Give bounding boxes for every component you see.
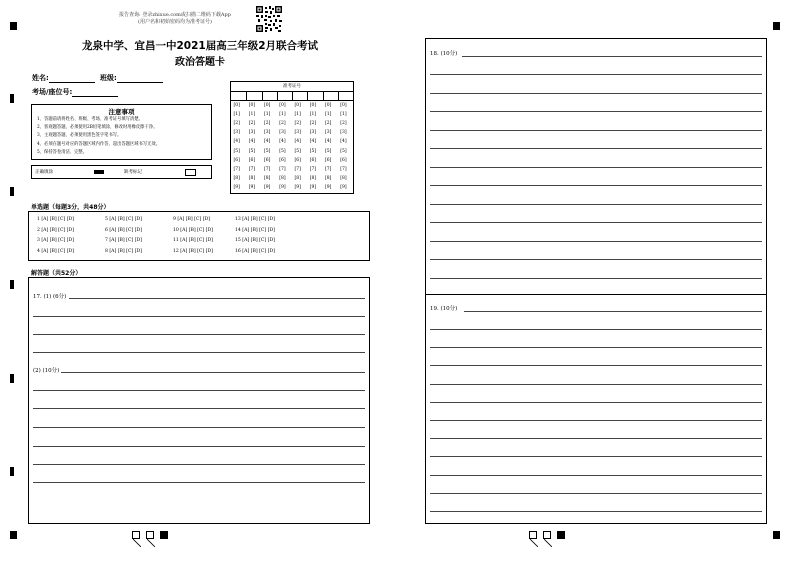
- exam-id-digit-bubble[interactable]: [9]: [279, 184, 286, 190]
- exam-id-digit-bubble[interactable]: [3]: [294, 130, 301, 136]
- question-19-label: 19. (10分): [430, 306, 458, 312]
- answer-line[interactable]: [430, 493, 762, 494]
- essay-section-label: 解答题（共52分）: [31, 270, 82, 277]
- timing-mark: [10, 280, 14, 289]
- mcq-question[interactable]: 7 [A] [B] [C] [D]: [105, 238, 142, 243]
- page-mark-icon: [132, 531, 140, 539]
- exam-id-digit-bubble[interactable]: [6]: [325, 157, 332, 163]
- question-17-2-label: (2) (10分): [33, 368, 60, 374]
- exam-id-digit-bubble[interactable]: [4]: [309, 139, 317, 145]
- exam-id-digit-bubble[interactable]: [7]: [309, 166, 317, 172]
- report-notice-line1: 报告查询: 登录zhixue.com或扫描二维码下载App: [119, 12, 231, 18]
- question-17-1-label: 17. (1) (6分): [33, 294, 67, 300]
- exam-id-digit-bubble[interactable]: [2]: [294, 121, 301, 127]
- name-field[interactable]: [32, 73, 95, 83]
- exam-id-digit-bubble[interactable]: [9]: [248, 184, 256, 190]
- notice-line: 5、保持答卷清洁、完整。: [37, 149, 87, 155]
- exam-id-digit-bubble[interactable]: [6]: [309, 157, 317, 163]
- essay-box-left: [28, 277, 370, 524]
- answer-line[interactable]: [462, 56, 762, 57]
- exam-id-digit-bubble[interactable]: [6]: [340, 157, 347, 163]
- exam-id-digit-bubble[interactable]: [9]: [309, 184, 317, 190]
- answer-line[interactable]: [430, 278, 762, 279]
- answer-line[interactable]: [33, 316, 365, 317]
- page-mark-icon: [529, 531, 537, 539]
- exam-id-column-divider: [323, 91, 324, 100]
- exam-id-digit-bubble[interactable]: [6]: [294, 157, 301, 163]
- exam-id-digit-bubble[interactable]: [5]: [309, 148, 317, 154]
- answer-line[interactable]: [430, 148, 762, 149]
- exam-id-digit-bubble[interactable]: [2]: [233, 121, 240, 127]
- exam-id-digit-bubble[interactable]: [9]: [294, 184, 301, 190]
- page-mark-filled: [557, 531, 565, 539]
- exam-id-digit-bubble[interactable]: [1]: [279, 112, 286, 118]
- exam-id-digit-bubble[interactable]: [8]: [340, 175, 347, 181]
- exam-id-digit-bubble[interactable]: [5]: [264, 148, 271, 154]
- exam-id-digit-bubble[interactable]: [1]: [264, 112, 271, 118]
- room-field[interactable]: [32, 87, 118, 97]
- exam-id-digit-bubble[interactable]: [0]: [294, 103, 301, 108]
- mcq-question[interactable]: 4 [A] [B] [C] [D]: [37, 248, 74, 254]
- exam-id-digit-bubble[interactable]: [5]: [294, 148, 301, 154]
- answer-line[interactable]: [69, 298, 365, 299]
- answer-line[interactable]: [430, 167, 762, 168]
- class-label: 班级:: [100, 74, 117, 82]
- mcq-question[interactable]: 10 [A] [B] [C] [D]: [173, 227, 213, 233]
- answer-line[interactable]: [430, 384, 762, 385]
- exam-id-digit-bubble[interactable]: [1]: [294, 112, 301, 118]
- exam-id-digit-bubble[interactable]: [8]: [264, 175, 271, 181]
- exam-id-digit-bubble[interactable]: [4]: [294, 139, 301, 145]
- answer-line[interactable]: [33, 446, 365, 447]
- notice-line: 2、客观题答题，必须使用2B铅笔填涂，修改时用橡皮擦干净。: [37, 125, 158, 131]
- timing-mark: [773, 531, 780, 539]
- answer-line[interactable]: [430, 93, 762, 94]
- exam-id-digit-bubble[interactable]: [9]: [264, 184, 271, 190]
- exam-id-digit-bubble[interactable]: [0]: [233, 103, 240, 108]
- exam-id-digit-bubble[interactable]: [8]: [309, 175, 317, 181]
- room-label: 考场/座位号:: [32, 88, 73, 96]
- exam-id-digit-bubble[interactable]: [1]: [248, 112, 256, 118]
- exam-id-digit-bubble[interactable]: [5]: [248, 148, 256, 154]
- exam-id-digit-bubble[interactable]: [6]: [279, 157, 286, 163]
- exam-id-digit-bubble[interactable]: [8]: [325, 175, 332, 181]
- notice-box: [31, 104, 212, 160]
- timing-mark: [10, 94, 14, 103]
- exam-id-digit-bubble[interactable]: [6]: [248, 157, 256, 163]
- answer-line[interactable]: [430, 185, 762, 186]
- exam-id-column-divider: [277, 91, 278, 100]
- fill-example-box: [31, 165, 212, 179]
- exam-id-digit-bubble[interactable]: [6]: [264, 157, 271, 163]
- exam-id-digit-bubble[interactable]: [0]: [340, 103, 347, 108]
- answer-line[interactable]: [430, 241, 762, 242]
- exam-id-digit-bubble[interactable]: [5]: [340, 148, 347, 154]
- answer-line[interactable]: [430, 420, 762, 421]
- answer-line[interactable]: [33, 482, 365, 483]
- exam-id-digit-bubble[interactable]: [8]: [248, 175, 256, 181]
- timing-mark: [10, 374, 14, 383]
- exam-id-column-divider: [246, 91, 247, 100]
- correct-fill-label: 正确填涂: [35, 170, 53, 175]
- exam-id-digit-bubble[interactable]: [0]: [279, 103, 286, 108]
- exam-id-digit-bubble[interactable]: [3]: [340, 130, 347, 136]
- exam-id-digit-bubble[interactable]: [6]: [233, 157, 240, 163]
- exam-id-digit-bubble[interactable]: [8]: [294, 175, 301, 181]
- exam-id-digit-bubble[interactable]: [7]: [233, 166, 240, 172]
- mcq-question[interactable]: 9 [A] [B] [C] [D]: [173, 217, 210, 222]
- exam-id-digit-bubble[interactable]: [7]: [248, 166, 256, 172]
- exam-id-column-divider: [307, 91, 308, 100]
- answer-line[interactable]: [33, 390, 365, 391]
- mcq-question[interactable]: 3 [A] [B] [C] [D]: [37, 238, 74, 243]
- answer-line[interactable]: [430, 74, 762, 75]
- exam-id-digit-bubble[interactable]: [2]: [309, 121, 317, 127]
- question-divider: [426, 294, 766, 295]
- mcq-question[interactable]: 5 [A] [B] [C] [D]: [105, 217, 142, 222]
- mcq-question[interactable]: 15 [A] [B] [C] [D]: [235, 238, 275, 243]
- answer-line[interactable]: [33, 334, 365, 335]
- exam-id-digit-bubble[interactable]: [0]: [248, 103, 256, 108]
- exam-id-digit-bubble[interactable]: [9]: [340, 184, 347, 190]
- exam-id-digit-bubble[interactable]: [4]: [279, 139, 286, 145]
- exam-id-column-divider: [338, 91, 339, 100]
- answer-line[interactable]: [464, 311, 762, 312]
- exam-id-digit-bubble[interactable]: [3]: [264, 130, 271, 136]
- exam-id-digit-bubble[interactable]: [2]: [248, 121, 256, 127]
- exam-id-digit-bubble[interactable]: [8]: [233, 175, 240, 181]
- page-mark-filled: [160, 531, 168, 539]
- page-title: 龙泉中学、宜昌一中2021届高三年级2月联合考试: [81, 40, 319, 52]
- answer-line[interactable]: [430, 259, 762, 260]
- exam-id-digit-bubble[interactable]: [1]: [340, 112, 347, 118]
- report-notice: [100, 12, 250, 26]
- answer-line[interactable]: [430, 111, 762, 112]
- mcq-question[interactable]: 2 [A] [B] [C] [D]: [37, 227, 74, 233]
- exam-id-digit-bubble[interactable]: [7]: [340, 166, 347, 172]
- page-mark-icon: [146, 531, 154, 539]
- exam-id-digit-bubble[interactable]: [2]: [264, 121, 271, 127]
- exam-id-digit-bubble[interactable]: [5]: [325, 148, 332, 154]
- exam-id-digit-bubble[interactable]: [1]: [325, 112, 332, 118]
- mcq-question[interactable]: 12 [A] [B] [C] [D]: [173, 248, 213, 254]
- exam-id-digit-bubble[interactable]: [3]: [325, 130, 332, 136]
- exam-id-digit-bubble[interactable]: [4]: [325, 139, 332, 145]
- answer-line[interactable]: [33, 427, 365, 428]
- answer-line[interactable]: [430, 347, 762, 348]
- timing-mark: [773, 22, 780, 30]
- exam-id-digit-bubble[interactable]: [1]: [309, 112, 317, 118]
- answer-line[interactable]: [430, 222, 762, 223]
- exam-id-digit-bubble[interactable]: [0]: [264, 103, 271, 108]
- mcq-question[interactable]: 16 [A] [B] [C] [D]: [235, 248, 275, 254]
- notice-title: 注意事项: [108, 108, 135, 116]
- mcq-box: [28, 211, 370, 261]
- answer-line[interactable]: [430, 456, 762, 457]
- answer-line[interactable]: [430, 475, 762, 476]
- mcq-question[interactable]: 6 [A] [B] [C] [D]: [105, 227, 142, 233]
- exam-id-digit-bubble[interactable]: [4]: [233, 139, 240, 145]
- exam-id-digit-bubble[interactable]: [7]: [279, 166, 286, 172]
- exam-id-digit-bubble[interactable]: [5]: [279, 148, 286, 154]
- exam-id-column-divider: [292, 91, 293, 100]
- page-subtitle: 政治答题卡: [175, 57, 225, 68]
- qr-code-icon: [256, 6, 282, 32]
- mcq-question[interactable]: 8 [A] [B] [C] [D]: [105, 248, 142, 254]
- exam-id-column-divider: [262, 91, 263, 100]
- exam-id-digit-bubble[interactable]: [9]: [325, 184, 332, 190]
- answer-line[interactable]: [430, 438, 762, 439]
- exam-id-digit-bubble[interactable]: [2]: [340, 121, 347, 127]
- exam-id-digit-bubble[interactable]: [3]: [233, 130, 240, 136]
- exam-id-digit-bubble[interactable]: [3]: [279, 130, 286, 136]
- absent-mark-checkbox[interactable]: [185, 169, 196, 176]
- timing-mark: [10, 531, 17, 539]
- page-mark-icon: [543, 531, 551, 539]
- class-field[interactable]: [100, 73, 163, 83]
- answer-line[interactable]: [430, 329, 762, 330]
- exam-id-digit-bubble[interactable]: [7]: [294, 166, 301, 172]
- timing-mark: [10, 22, 17, 30]
- correct-fill-sample: [94, 170, 104, 174]
- exam-id-digit-bubble[interactable]: [7]: [325, 166, 332, 172]
- mcq-question[interactable]: 14 [A] [B] [C] [D]: [235, 227, 275, 233]
- answer-line[interactable]: [430, 204, 762, 205]
- exam-id-digit-bubble[interactable]: [4]: [248, 139, 256, 145]
- exam-id-digit-bubble[interactable]: [5]: [233, 148, 240, 154]
- exam-id-digit-bubble[interactable]: [8]: [279, 175, 286, 181]
- exam-id-digit-bubble[interactable]: [9]: [233, 184, 240, 190]
- essay-box-right: [425, 38, 767, 524]
- exam-id-digit-bubble[interactable]: [4]: [264, 139, 271, 145]
- exam-id-digit-bubble[interactable]: [3]: [309, 130, 317, 136]
- answer-line[interactable]: [430, 511, 762, 512]
- exam-id-digit-bubble[interactable]: [3]: [248, 130, 256, 136]
- mcq-question[interactable]: 13 [A] [B] [C] [D]: [235, 217, 275, 222]
- answer-line[interactable]: [33, 408, 365, 409]
- exam-id-digit-bubble[interactable]: [1]: [233, 112, 240, 118]
- name-label: 姓名:: [32, 74, 49, 82]
- exam-id-digit-bubble[interactable]: [2]: [279, 121, 286, 127]
- mcq-section-label: 单选题（每题3分，共48分）: [31, 204, 110, 211]
- exam-id-digit-bubble[interactable]: [4]: [340, 139, 347, 145]
- answer-line[interactable]: [61, 372, 365, 373]
- report-notice-line2: (用户名和初始密码均为准考证号): [138, 19, 212, 25]
- answer-line[interactable]: [33, 464, 365, 465]
- answer-line[interactable]: [430, 402, 762, 403]
- answer-line[interactable]: [430, 130, 762, 131]
- timing-mark: [10, 187, 14, 196]
- answer-line[interactable]: [430, 365, 762, 366]
- answer-line[interactable]: [33, 352, 365, 353]
- exam-id-digit-bubble[interactable]: [0]: [325, 103, 332, 108]
- absent-mark-label: 缺考标记: [124, 170, 142, 175]
- exam-id-digit-bubble[interactable]: [2]: [325, 121, 332, 127]
- exam-id-box: [230, 81, 354, 194]
- exam-id-digit-bubble[interactable]: [0]: [309, 103, 317, 108]
- question-18-label: 18. (10分): [430, 51, 458, 57]
- mcq-question[interactable]: 11 [A] [B] [C] [D]: [173, 238, 213, 243]
- mcq-question[interactable]: 1 [A] [B] [C] [D]: [37, 217, 74, 222]
- timing-mark: [10, 467, 14, 476]
- notice-line: 4、必须在题号对应的答题区域内作答，超出答题区域书写无效。: [37, 141, 161, 147]
- exam-id-label: 准考证号: [283, 84, 301, 89]
- notice-line: 1、答题前请将姓名、班级、考场、准考证号填写清楚。: [37, 117, 143, 122]
- exam-id-digit-bubble[interactable]: [7]: [264, 166, 271, 172]
- notice-line: 3、主观题答题，必须使用黑色签字笔书写。: [37, 133, 122, 139]
